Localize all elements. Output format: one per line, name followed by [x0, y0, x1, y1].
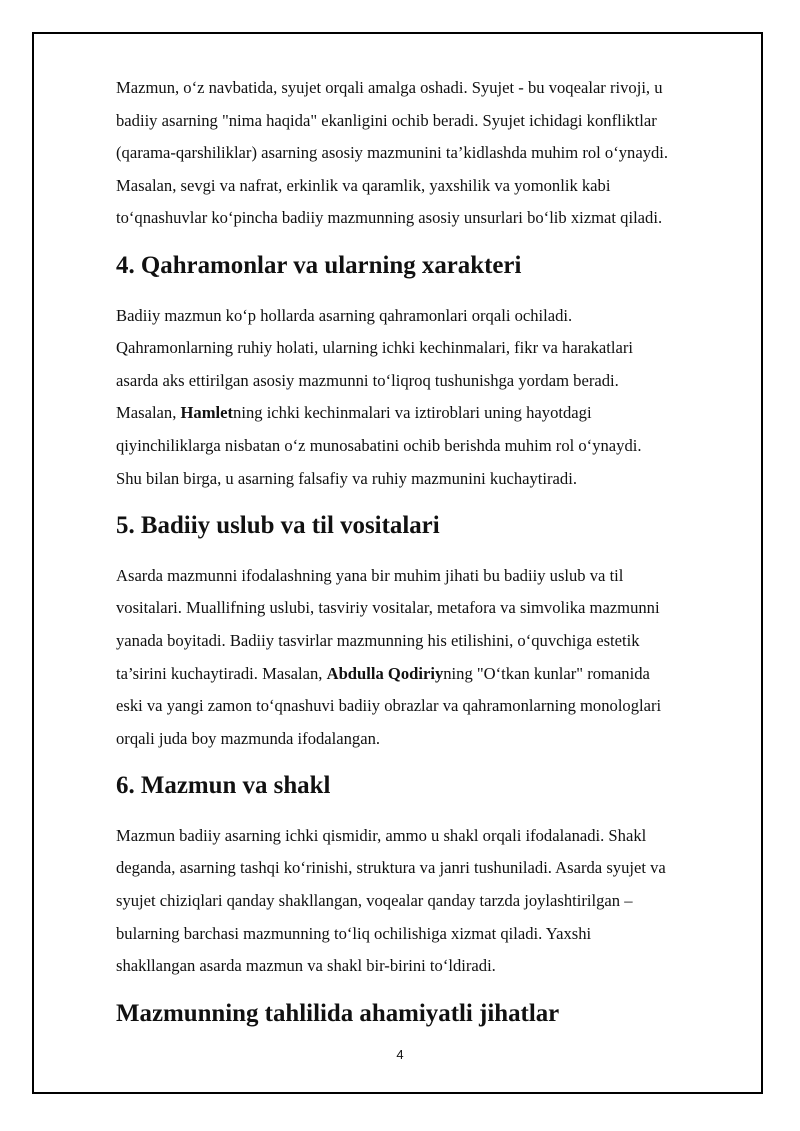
- text-segment: ning "O‘tkan kunlar" romanida: [443, 663, 650, 683]
- text-line: shakllangan asarda mazmun va shakl bir-birini to‘ldiradi.: [116, 956, 496, 976]
- text-line: Badiiy mazmun ko‘p hollarda asarning qahramonlari orqali ochiladi.: [116, 305, 573, 325]
- text-line: Mazmun, o‘z navbatida, syujet orqali amalga oshadi. Syujet - bu voqealar rivoji, u: [116, 78, 663, 97]
- document-body: [116, 72, 742, 1030]
- text-line: eski va yangi zamon to‘qnashuvi badiiy obrazlar va qahramonlarning monologlari: [116, 696, 662, 716]
- text-line: vositalari. Muallifning uslubi, tasviriy vositalar, metafora va simvolika mazmunni: [116, 598, 660, 618]
- text-line: [116, 658, 742, 691]
- text-segment: ta’sirini kuchaytiradi. Masalan,: [116, 663, 327, 683]
- text-line: Shu bilan birga, u asarning falsafiy va ruhiy mazmunini kuchaytiradi.: [116, 468, 577, 488]
- bold-name-hamlet: Hamlet: [180, 403, 234, 423]
- section-heading-4: 4. Qahramonlar va ularning xarakteri: [116, 251, 522, 279]
- section-heading-6: 6. Mazmun va shakl: [116, 772, 331, 800]
- text-line: (qarama-qarshiliklar) asarning asosiy mazmunini ta’kidlashda muhim rol o‘ynaydi.: [116, 143, 669, 163]
- text-line: Asarda mazmunni ifodalashning yana bir muhim jihati bu badiiy uslub va til: [116, 565, 624, 585]
- text-line: asarda aks ettirilgan asosiy mazmunni to‘liqroq tushunishga yordam beradi.: [116, 370, 619, 390]
- text-segment: ning ichki kechinmalari va iztiroblari uning hayotdagi: [233, 403, 592, 423]
- paragraph-syujet: [116, 72, 742, 235]
- text-line: badiiy asarning "nima haqida" ekanligini ochib beradi. Syujet ichidagi konfliktlar: [116, 110, 657, 130]
- paragraph-shakl: [116, 820, 742, 983]
- page-number: 4: [396, 1047, 404, 1062]
- bold-name-qodiriy: Abdulla Qodiriy: [326, 663, 444, 683]
- section-heading-5: 5. Badiiy uslub va til vositalari: [116, 512, 440, 540]
- text-line: qiyinchiliklarga nisbatan o‘z munosabatini ochib berishda muhim rol o‘ynaydi.: [116, 435, 642, 455]
- text-line: deganda, asarning tashqi ko‘rinishi, struktura va janri tushuniladi. Asarda syujet va: [116, 858, 666, 878]
- section-heading-final: Mazmunning tahlilida ahamiyatli jihatlar: [116, 999, 560, 1027]
- text-line: Qahramonlarning ruhiy holati, ularning ichki kechinmalari, fikr va harakatlari: [116, 338, 633, 358]
- text-line: bularning barchasi mazmunning to‘liq ochilishiga xizmat qiladi. Yaxshi: [116, 923, 592, 943]
- text-line: Mazmun badiiy asarning ichki qismidir, ammo u shakl orqali ifodalanadi. Shakl: [116, 825, 647, 845]
- text-line: to‘qnashuvlar ko‘pincha badiiy mazmunning asosiy unsurlari bo‘lib xizmat qiladi.: [116, 208, 663, 228]
- text-line: yanada boyitadi. Badiiy tasvirlar mazmunning his etilishini, o‘quvchiga estetik: [116, 630, 640, 650]
- text-line: [116, 397, 742, 430]
- paragraph-qahramonlar: [116, 300, 742, 496]
- text-line: orqali juda boy mazmunda ifodalangan.: [116, 728, 381, 748]
- text-segment: Masalan,: [116, 403, 181, 423]
- text-line: syujet chiziqlari qanday shakllangan, voqealar qanday tarzda joylashtirilgan –: [116, 891, 633, 911]
- paragraph-uslub: [116, 560, 742, 756]
- text-line: Masalan, sevgi va nafrat, erkinlik va qaramlik, yaxshilik va yomonlik kabi: [116, 175, 611, 195]
